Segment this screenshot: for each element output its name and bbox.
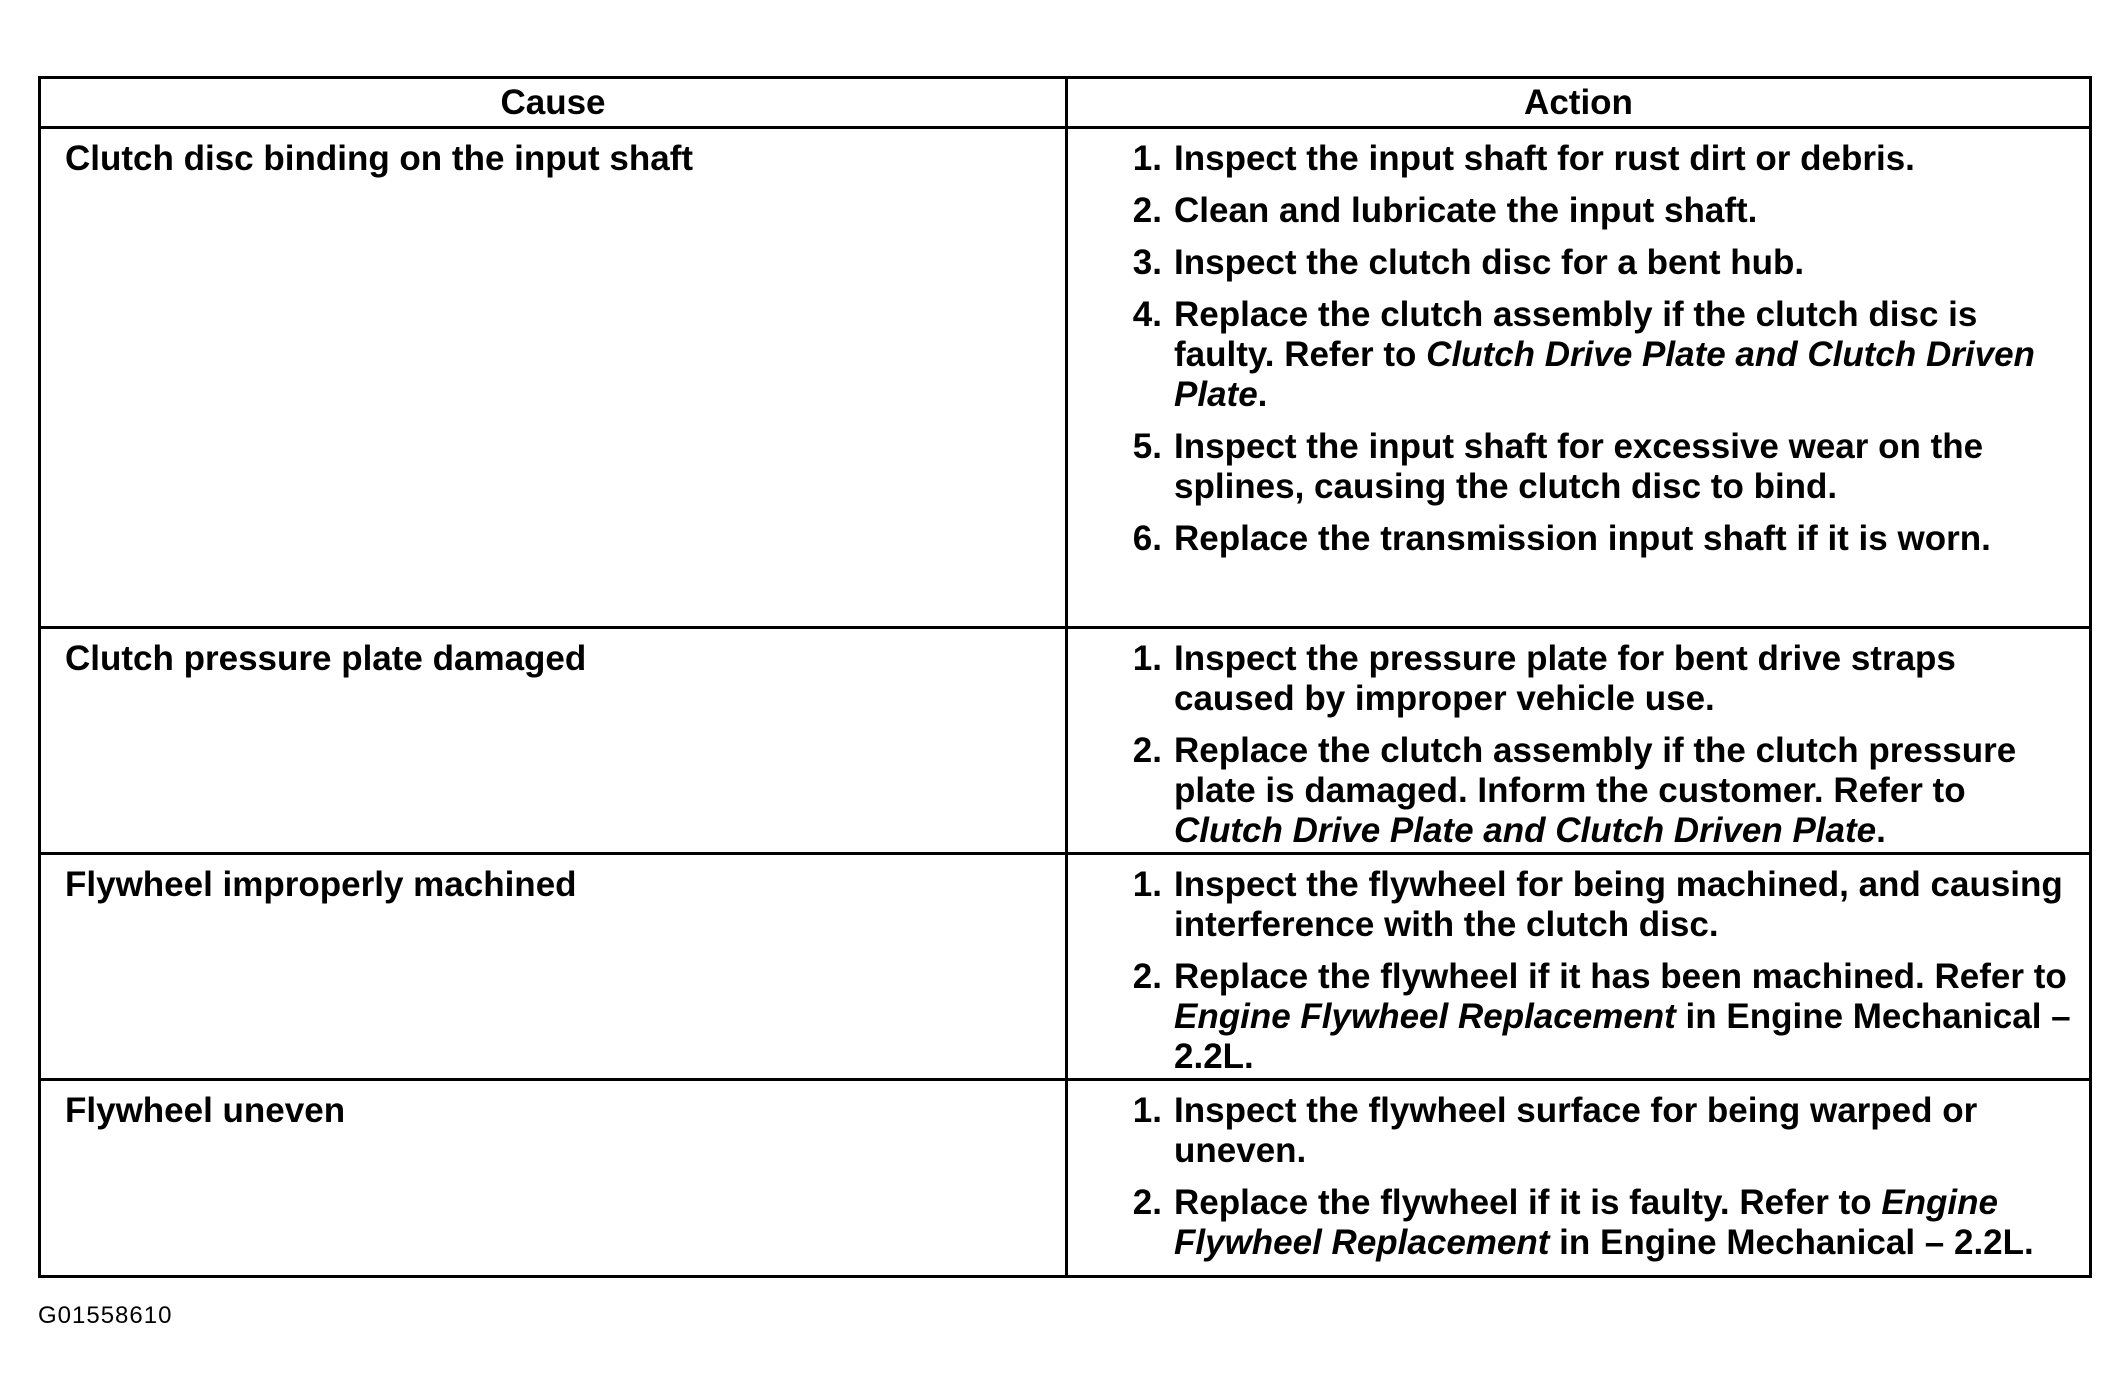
action-steps-list <box>1112 639 2081 851</box>
step-number: 2. <box>1132 191 1162 231</box>
action-step <box>1112 957 2081 1077</box>
step-number: 2. <box>1132 957 1162 996</box>
action-steps-list <box>1112 139 2081 559</box>
step-text <box>1174 243 2081 283</box>
action-step <box>1112 139 2081 179</box>
cause-cell: Flywheel improperly machined <box>41 855 1068 1078</box>
step-text-segment: . <box>1257 375 1268 415</box>
table-row <box>41 1081 2089 1275</box>
action-step <box>1112 295 2081 415</box>
step-text-segment: in Engine Mechanical – 2.2L. <box>1549 1223 2034 1262</box>
step-text-segment: Replace the clutch assembly if the clutch disc is faulty. Refer to <box>1174 295 1978 375</box>
reference-title: Engine Flywheel Replacement <box>1174 997 1676 1036</box>
step-number: 4. <box>1132 295 1162 335</box>
action-step <box>1112 731 2081 851</box>
step-number: 3. <box>1132 243 1162 283</box>
figure-id-label: G01558610 <box>38 1302 173 1329</box>
step-number: 2. <box>1132 731 1162 770</box>
step-number: 1. <box>1132 639 1162 678</box>
step-text <box>1174 519 2081 559</box>
step-number: 1. <box>1132 1091 1162 1130</box>
action-steps-list <box>1112 865 2081 1077</box>
step-text <box>1174 427 2081 507</box>
reference-title: Clutch Drive Plate and Clutch Driven Plate <box>1174 811 1877 850</box>
step-number: 5. <box>1132 427 1162 467</box>
action-step <box>1112 1091 2081 1171</box>
reference-title: Engine Flywheel Replacement <box>1174 1183 1998 1262</box>
step-text-segment: Clean and lubricate the input shaft. <box>1174 191 1758 231</box>
action-cell <box>1068 855 2089 1078</box>
action-step <box>1112 1183 2081 1263</box>
step-text-segment: Inspect the clutch disc for a bent hub. <box>1174 243 1805 283</box>
cause-action-table <box>38 76 2092 1278</box>
step-number: 6. <box>1132 519 1162 559</box>
table-header-row <box>41 79 2089 129</box>
action-step <box>1112 427 2081 507</box>
action-cell <box>1068 629 2089 852</box>
action-step <box>1112 865 2081 945</box>
table-row <box>41 129 2089 629</box>
step-text <box>1174 295 2081 415</box>
cause-column-header: Cause <box>41 79 1068 126</box>
cause-cell: Clutch disc binding on the input shaft <box>41 129 1068 626</box>
step-text <box>1174 731 2081 851</box>
action-cell <box>1068 1081 2089 1275</box>
table-row <box>41 629 2089 855</box>
action-steps-list <box>1112 1091 2081 1263</box>
reference-title: Clutch Drive Plate and Clutch Driven Plate <box>1174 335 2035 415</box>
step-text-segment: Inspect the flywheel for being machined, and causing interference with the clutch disc. <box>1174 865 2063 944</box>
step-text <box>1174 639 2081 719</box>
step-text <box>1174 1091 2081 1171</box>
step-text-segment: Inspect the input shaft for rust dirt or debris. <box>1174 139 1915 179</box>
step-text-segment: Replace the clutch assembly if the clutch pressure plate is damaged. Inform the customer. Refer to <box>1174 731 2017 810</box>
step-text <box>1174 865 2081 945</box>
action-step <box>1112 639 2081 719</box>
step-text <box>1174 191 2081 231</box>
table-row <box>41 855 2089 1081</box>
step-text-segment: Replace the flywheel if it has been machined. Refer to <box>1174 957 2067 996</box>
step-number: 2. <box>1132 1183 1162 1222</box>
step-text <box>1174 1183 2081 1263</box>
cause-cell: Flywheel uneven <box>41 1081 1068 1275</box>
step-number: 1. <box>1132 865 1162 904</box>
step-text <box>1174 139 2081 179</box>
step-text-segment: Inspect the input shaft for excessive wear on the splines, causing the clutch disc to bind. <box>1174 427 1984 507</box>
step-text-segment: Inspect the pressure plate for bent drive straps caused by improper vehicle use. <box>1174 639 1956 718</box>
step-text-segment: in Engine Mechanical – 2.2L. <box>1174 997 2071 1076</box>
action-column-header: Action <box>1524 82 1633 122</box>
step-number: 1. <box>1132 139 1162 179</box>
action-step <box>1112 519 2081 559</box>
action-cell <box>1068 129 2089 626</box>
step-text-segment: Replace the flywheel if it is faulty. Refer to <box>1174 1183 1882 1222</box>
action-step <box>1112 243 2081 283</box>
step-text-segment: . <box>1876 811 1886 850</box>
cause-cell: Clutch pressure plate damaged <box>41 629 1068 852</box>
step-text-segment: Inspect the flywheel surface for being warped or uneven. <box>1174 1091 1978 1170</box>
step-text <box>1174 957 2081 1077</box>
step-text-segment: Replace the transmission input shaft if it is worn. <box>1174 519 1991 559</box>
action-step <box>1112 191 2081 231</box>
